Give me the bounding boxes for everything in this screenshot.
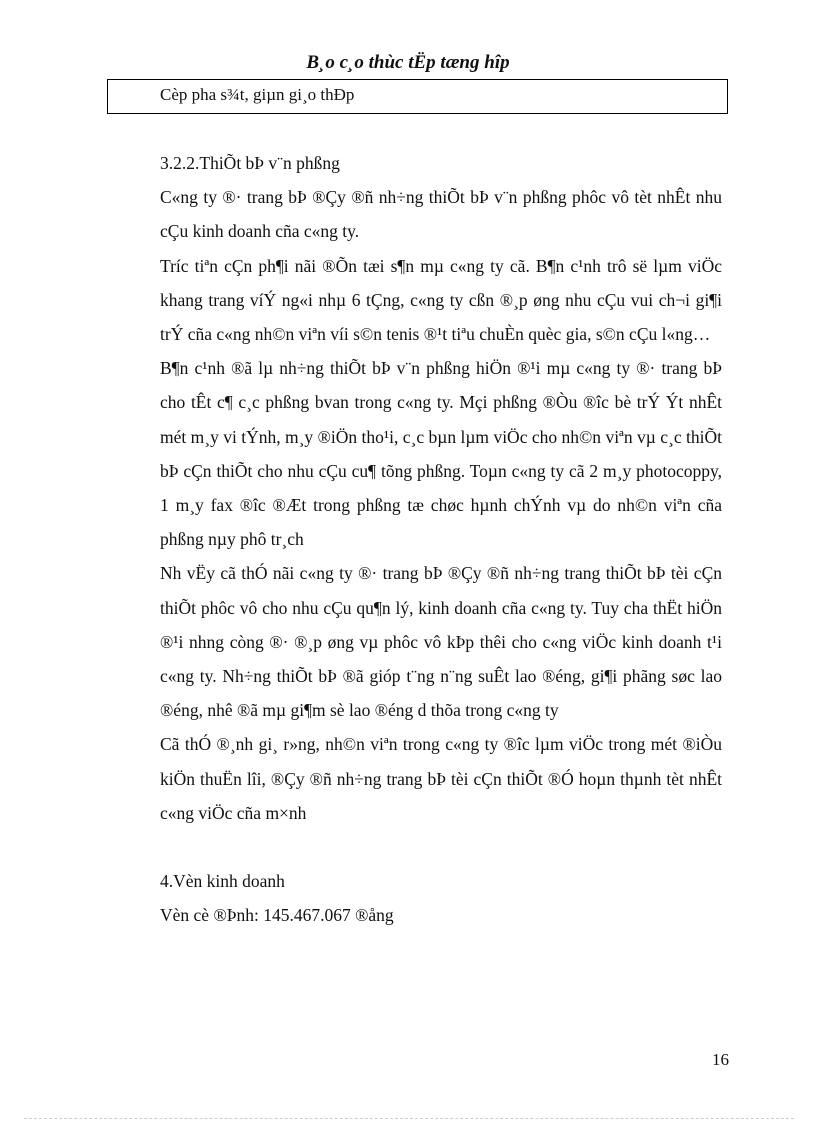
spacer [160, 830, 722, 864]
page-header-title: B¸o c¸o thùc tËp tæng hîp [306, 52, 510, 73]
paragraph-1: C«ng ty ®· trang bÞ ®Çy ®ñ nh÷ng thiÕt bÞ v¨n phßng phôc vô tèt nhÊt nhu cÇu kinh doanh cña c«ng ty. [160, 187, 722, 242]
page-bottom-divider [24, 1118, 794, 1119]
paragraph-2: Tríc tiªn cÇn ph¶i nãi ®Õn tæi s¶n mµ c«ng ty cã. B¶n c¹nh trô së lµm viÖc khang trang víÝ ng«i nhµ 6 tÇng, c«ng ty cßn ®¸p øng nhu cÇu vui ch¬i gi¶i trÝ cña c«ng nh©n viªn víi s©n tenis ®¹t tiªu chuÈn quèc gia, s©n cÇu l«ng… [160, 255, 722, 345]
section-heading-equipment: 3.2.2.ThiÕt bÞ v¨n phßng [160, 153, 340, 173]
paragraph-3: B¶n c¹nh ®ã lµ nh÷ng thiÕt bÞ v¨n phßng hiÖn ®¹i mµ c«ng ty ®· trang bÞ cho tÊt c¶ c¸c phßng bvan trong c«ng ty. Mçi phßng ®Òu ®îc bè trÝ Ýt nhÊt mét m¸y vi tÝnh, m¸y ®iÖn tho¹i, c¸c bµn lµm viÖc cho nh©n viªn vµ c¸c thiÕt bÞ cÇn thiÕt cho nhu cÇu cu¶ tõng phßng. Toµn c«ng ty cã 2 m¸y photocoppy, 1 m¸y fax ®îc ®Æt trong phßng tæ chøc hµnh chÝnh vµ do nh©n viªn cña phßng nµy phô tr¸ch [160, 358, 722, 550]
paragraph-5: Cã thÓ ®¸nh gi¸ r»ng, nh©n viªn trong c«ng ty ®îc lµm viÖc trong mét ®iÒu kiÖn thuËn lîi, ®Çy ®ñ nh÷ng trang bÞ tèi cÇn thiÕt ®Ó hoµn thµnh tèt nhÊt c«ng viÖc cña m×nh [160, 734, 722, 823]
table-row [107, 79, 728, 114]
capital-line: Vèn cè ®Þnh: 145.467.067 ®ång [160, 905, 394, 926]
page-number: 16 [712, 1050, 729, 1069]
table-cell-text: Cèp pha s¾t, giµn gi¸o thÐp [160, 85, 355, 104]
paragraph-4: Nh vËy cã thÓ nãi c«ng ty ®· trang bÞ ®Çy ®ñ nh÷ng trang thiÕt bÞ tèi cÇn thiÕt phôc vô cho nhu cÇu qu¶n lý, kinh doanh cña c«ng ty. Tuy cha thËt hiÖn ®¹i nhng còng ®· ®¸p øng vµ phôc vô kÞp thêi cho c«ng viÖc kinh doanh t¹i c«ng ty. Nh÷ng thiÕt bÞ ®ã gióp t¨ng n¨ng suÊt lao ®éng, gi¶i phãng søc lao ®éng, nhê ®ã mµ gi¶m sè lao ®éng d thõa trong c«ng ty [160, 563, 722, 721]
document-body [160, 146, 722, 932]
section-heading-capital: 4.Vèn kinh doanh [160, 871, 285, 892]
